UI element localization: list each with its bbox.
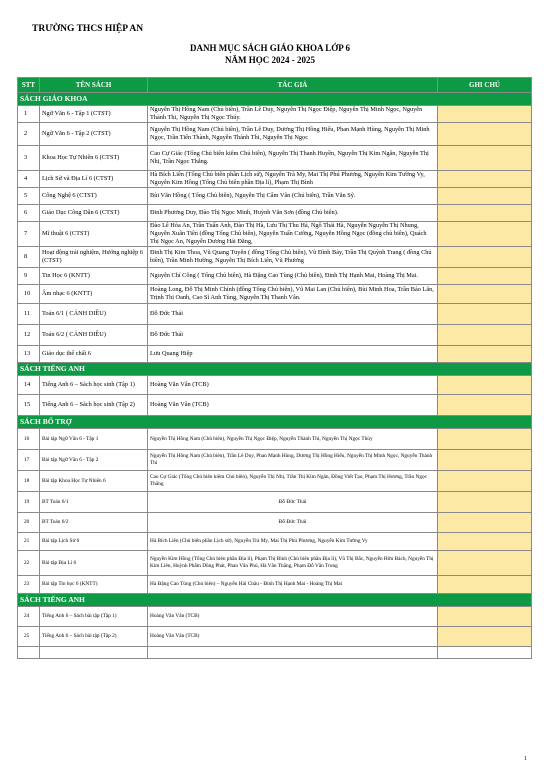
row-stt: 9 bbox=[18, 268, 40, 285]
table-row bbox=[18, 285, 532, 304]
table-row bbox=[18, 346, 532, 363]
row-stt: 25 bbox=[18, 627, 40, 647]
row-book-name: Bài tập Ngữ Văn 6 - Tập 2 bbox=[40, 450, 148, 471]
empty-cell bbox=[18, 647, 40, 659]
row-stt: 21 bbox=[18, 533, 40, 551]
section-row-sgk bbox=[18, 93, 532, 106]
table-header-row bbox=[18, 78, 532, 93]
row-author: Cao Cự Giác (Tổng Chủ biên kiêm Chủ biên), Nguyễn Thị Nhị, Trần Thị Kim Ngân, Đồng Viết Tạo, Phạm Thị Hương, Trần Ngọc Thắng bbox=[148, 471, 438, 492]
row-note bbox=[438, 471, 532, 492]
empty-cell bbox=[148, 647, 438, 659]
row-stt: 13 bbox=[18, 346, 40, 363]
row-book-name: Khoa Học Tự Nhiên 6 (CTST) bbox=[40, 146, 148, 171]
row-note bbox=[438, 304, 532, 325]
row-note bbox=[438, 607, 532, 627]
row-author: Hoàng Văn Vân (TCB) bbox=[148, 376, 438, 395]
row-note bbox=[438, 171, 532, 188]
table-row bbox=[18, 395, 532, 416]
row-note bbox=[438, 492, 532, 513]
row-note bbox=[438, 222, 532, 247]
row-stt: 7 bbox=[18, 222, 40, 247]
row-author: Đỗ Đức Thái bbox=[148, 513, 438, 533]
row-author: Hoàng Văn Vân (TCB) bbox=[148, 395, 438, 416]
row-stt: 6 bbox=[18, 205, 40, 222]
table-row bbox=[18, 325, 532, 346]
row-book-name: Ngữ Văn 6 - Tập 2 (CTST) bbox=[40, 123, 148, 146]
row-book-name: Tiếng Anh 6 – Sách bài tập (Tập 2) bbox=[40, 627, 148, 647]
row-book-name: Tiếng Anh 6 – Sách học sinh (Tập 2) bbox=[40, 395, 148, 416]
row-note bbox=[438, 188, 532, 205]
header-stt: STT bbox=[18, 78, 40, 93]
table-row bbox=[18, 576, 532, 594]
row-book-name: Công Nghệ 6 (CTST) bbox=[40, 188, 148, 205]
row-stt: 12 bbox=[18, 325, 40, 346]
row-note bbox=[438, 576, 532, 594]
row-author: Nguyễn Chí Công ( Tổng Chủ biên), Hà Đặng Cao Tùng (Chủ biên), Đinh Thị Hạnh Mai, Hoàng Thị Mai. bbox=[148, 268, 438, 285]
row-author: Đỗ Đức Thái bbox=[148, 325, 438, 346]
row-author: Đinh Thị Kim Thoa, Vũ Quang Tuyên ( đồng Tổng Chủ biên), Vũ Đình Bảy, Trần Thị Quỳnh Trang ( đồng Chủ biên), Trần Minh Hường, Nguyễn Thị Bích Liên, Vũ Phương bbox=[148, 247, 438, 268]
page-number: 1 bbox=[524, 756, 527, 762]
row-note bbox=[438, 247, 532, 268]
row-author: Nguyễn Thị Hồng Nam (Chủ biên), Nguyễn Thị Ngọc Điệp, Nguyễn Thành Thi, Nguyễn Thị Ngọc Thúy bbox=[148, 429, 438, 450]
table-row bbox=[18, 146, 532, 171]
table-row bbox=[18, 188, 532, 205]
row-book-name: Giáo dục thể chất 6 bbox=[40, 346, 148, 363]
table-row bbox=[18, 551, 532, 576]
row-book-name: Mĩ thuật 6 (CTST) bbox=[40, 222, 148, 247]
section-title: SÁCH GIÁO KHOA bbox=[18, 93, 532, 106]
row-book-name: Tiếng Anh 6 – Sách bài tập (Tập 1) bbox=[40, 607, 148, 627]
table-row bbox=[18, 450, 532, 471]
section-row-bo-tro bbox=[18, 416, 532, 429]
row-note bbox=[438, 376, 532, 395]
row-book-name: Bài tập Tin học 6 (KNTT) bbox=[40, 576, 148, 594]
row-book-name: BT Toán 6/2 bbox=[40, 513, 148, 533]
row-stt: 1 bbox=[18, 106, 40, 123]
table-row bbox=[18, 627, 532, 647]
table-row bbox=[18, 171, 532, 188]
table-row bbox=[18, 607, 532, 627]
row-author: Nguyễn Kim Hồng (Tổng Chủ biên phần Địa lí), Phạm Thị Bình (Chủ biên phần Địa lí), Vũ Thị Bắc, Nguyễn Hữu Bách, Nguyễn Thị Kim Liên, Huỳnh Phẩm Dũng Phát, Phan Văn Phú, Hà Văn Thắng, Phạm Đỗ Văn Trung bbox=[148, 551, 438, 576]
empty-cell bbox=[40, 647, 148, 659]
section-title: SÁCH TIẾNG ANH bbox=[18, 594, 532, 607]
row-author: Đỗ Đức Thái bbox=[148, 304, 438, 325]
row-author: Hoàng Văn Vân (TCB) bbox=[148, 607, 438, 627]
row-author: Bùi Văn Hồng ( Tổng Chủ biên), Nguyễn Thị Cẩm Vân (Chủ biên), Trần Văn Sỹ. bbox=[148, 188, 438, 205]
row-book-name: Bài tập Khoa Học Tự Nhiên 6 bbox=[40, 471, 148, 492]
row-author: Hoàng Long, Đỗ Thị Minh Chính (đồng Tổng Chủ biên), Vũ Mai Lan (Chủ biên), Bùi Minh Hoa, Trần Bảo Lân, Trịnh Thị Oanh, Cao Sĩ Anh Tùng, Nguyễn Thị Thanh Vân. bbox=[148, 285, 438, 304]
book-list-body bbox=[18, 78, 532, 659]
row-stt: 22 bbox=[18, 551, 40, 576]
row-stt: 17 bbox=[18, 450, 40, 471]
row-note bbox=[438, 627, 532, 647]
row-stt: 19 bbox=[18, 492, 40, 513]
table-row bbox=[18, 304, 532, 325]
row-stt: 4 bbox=[18, 171, 40, 188]
row-author: Đỗ Đức Thái bbox=[148, 492, 438, 513]
header-name: TÊN SÁCH bbox=[40, 78, 148, 93]
row-note bbox=[438, 268, 532, 285]
row-stt: 15 bbox=[18, 395, 40, 416]
row-author: Nguyễn Thị Hồng Nam (Chủ biên), Trần Lê Duy, Nguyễn Thị Ngọc Điệp, Nguyễn Thị Minh Ngọc, Nguyễn Thành Thi, Nguyễn Thị Ngọc Thúy. bbox=[148, 106, 438, 123]
row-note bbox=[438, 146, 532, 171]
row-note bbox=[438, 285, 532, 304]
section-title: SÁCH BỔ TRỢ bbox=[18, 416, 532, 429]
empty-cell bbox=[438, 647, 532, 659]
book-list-table bbox=[17, 77, 532, 659]
section-row-tieng-anh bbox=[18, 363, 532, 376]
row-note bbox=[438, 106, 532, 123]
row-stt: 23 bbox=[18, 576, 40, 594]
row-stt: 18 bbox=[18, 471, 40, 492]
row-book-name: Ngữ Văn 6 - Tập 1 (CTST) bbox=[40, 106, 148, 123]
row-book-name: Tiếng Anh 6 – Sách học sinh (Tập 1) bbox=[40, 376, 148, 395]
row-author: Hà Bích Liên (Chủ biên phần Lịch sử), Nguyễn Trà My, Mai Thị Phú Phương, Nguyễn Kim Tường Vy bbox=[148, 533, 438, 551]
row-book-name: Lịch Sử và Địa Lí 6 (CTST) bbox=[40, 171, 148, 188]
row-book-name: Hoạt động trải nghiệm, Hướng nghiệp 6 (CTST) bbox=[40, 247, 148, 268]
row-stt: 11 bbox=[18, 304, 40, 325]
row-author: Cao Cự Giác (Tổng Chủ biên kiêm Chủ biên), Nguyễn Thị Thanh Huyền, Nguyễn Thị Kim Ngân, Nguyễn Thị Nhị, Trần Ngọc Thắng. bbox=[148, 146, 438, 171]
row-book-name: Bài tập Ngữ Văn 6 - Tập 1 bbox=[40, 429, 148, 450]
row-author: Lưu Quang Hiệp bbox=[148, 346, 438, 363]
row-note bbox=[438, 533, 532, 551]
table-row bbox=[18, 222, 532, 247]
row-stt: 14 bbox=[18, 376, 40, 395]
row-book-name: BT Toán 6/1 bbox=[40, 492, 148, 513]
row-book-name: Toán 6/2 ( CÁNH DIỀU) bbox=[40, 325, 148, 346]
table-row bbox=[18, 106, 532, 123]
row-note bbox=[438, 123, 532, 146]
row-note bbox=[438, 346, 532, 363]
table-row bbox=[18, 533, 532, 551]
row-author: Hoàng Văn Vân (TCB) bbox=[148, 627, 438, 647]
row-note bbox=[438, 450, 532, 471]
row-book-name: Bài tập Địa Lí 6 bbox=[40, 551, 148, 576]
row-book-name: Bài tập Lịch Sử 6 bbox=[40, 533, 148, 551]
row-stt: 8 bbox=[18, 247, 40, 268]
row-author: Hà Bích Liên (Tổng Chủ biên phần Lịch sử), Nguyễn Trà My, Mai Thị Phú Phương, Nguyễn Kim Tường Vy, Nguyễn Kim Hồng (Tổng Chủ biên phần Địa lí), Phạm Thị Bình bbox=[148, 171, 438, 188]
row-stt: 24 bbox=[18, 607, 40, 627]
row-note bbox=[438, 429, 532, 450]
section-title: SÁCH TIẾNG ANH bbox=[18, 363, 532, 376]
row-book-name: Âm nhạc 6 (KNTT) bbox=[40, 285, 148, 304]
document-title bbox=[150, 42, 390, 66]
row-note bbox=[438, 205, 532, 222]
row-stt: 5 bbox=[18, 188, 40, 205]
row-note bbox=[438, 395, 532, 416]
row-book-name: Giáo Dục Công Dân 6 (CTST) bbox=[40, 205, 148, 222]
row-author: Đinh Phương Duy, Đào Thị Ngọc Minh, Huỳnh Văn Sơn (đồng Chủ biên). bbox=[148, 205, 438, 222]
row-book-name: Toán 6/1 ( CÁNH DIỀU) bbox=[40, 304, 148, 325]
table-row bbox=[18, 123, 532, 146]
row-author: Nguyễn Thị Hồng Nam (Chủ biên), Trần Lê Duy, Dương Thị Hồng Hiếu, Phan Mạnh Hùng, Nguyễn Thị Minh Ngọc, Trần Tiến Thành, Nguyễn Thành Thi, Nguyễn Thị Ngọc bbox=[148, 123, 438, 146]
row-author: Hà Đặng Cao Tùng (Chủ biên) – Nguyễn Hải Châu - Đinh Thị Hạnh Mai - Hoàng Thị Mai bbox=[148, 576, 438, 594]
row-author: Đào Lê Hòa An, Trần Tuấn Anh, Đào Thị Hà, Lưu Thị Thu Hà, Ngô Thái Hà, Nguyễn Nguyễn Thị Nhung, Nguyễn Xuân Tiên (đồng Tổng Chủ biên), Nguyễn Tuấn Cường, Nguyễn Hồng Ngọc (đồng chủ biên), Quách Thị Ngọc An, Nguyễn Dương Hải Đăng, bbox=[148, 222, 438, 247]
table-row bbox=[18, 247, 532, 268]
row-stt: 16 bbox=[18, 429, 40, 450]
row-note bbox=[438, 325, 532, 346]
table-row bbox=[18, 429, 532, 450]
row-stt: 3 bbox=[18, 146, 40, 171]
school-name: TRƯỜNG THCS HIỆP AN bbox=[32, 24, 144, 34]
title-line-1: DANH MỤC SÁCH GIÁO KHOA LỚP 6 bbox=[189, 43, 350, 53]
row-stt: 10 bbox=[18, 285, 40, 304]
table-row bbox=[18, 492, 532, 513]
table-row bbox=[18, 205, 532, 222]
row-note bbox=[438, 513, 532, 533]
row-stt: 20 bbox=[18, 513, 40, 533]
header-note: GHI CHÚ bbox=[438, 78, 532, 93]
row-book-name: Tin Học 6 (KNTT) bbox=[40, 268, 148, 285]
header-author: TÁC GIẢ bbox=[148, 78, 438, 93]
table-row bbox=[18, 513, 532, 533]
title-line-2: NĂM HỌC 2024 - 2025 bbox=[225, 55, 315, 65]
section-row-tieng-anh-2 bbox=[18, 594, 532, 607]
table-row bbox=[18, 471, 532, 492]
table-row bbox=[18, 376, 532, 395]
table-row bbox=[18, 268, 532, 285]
row-author: Nguyễn Thị Hồng Nam (Chủ biên), Trần Lê Duy, Phan Mạnh Hùng, Dương Thị Hồng Hiếu, Nguyễn Thị Minh Ngọc, Nguyễn Thành Thi bbox=[148, 450, 438, 471]
empty-row bbox=[18, 647, 532, 659]
row-stt: 2 bbox=[18, 123, 40, 146]
row-note bbox=[438, 551, 532, 576]
